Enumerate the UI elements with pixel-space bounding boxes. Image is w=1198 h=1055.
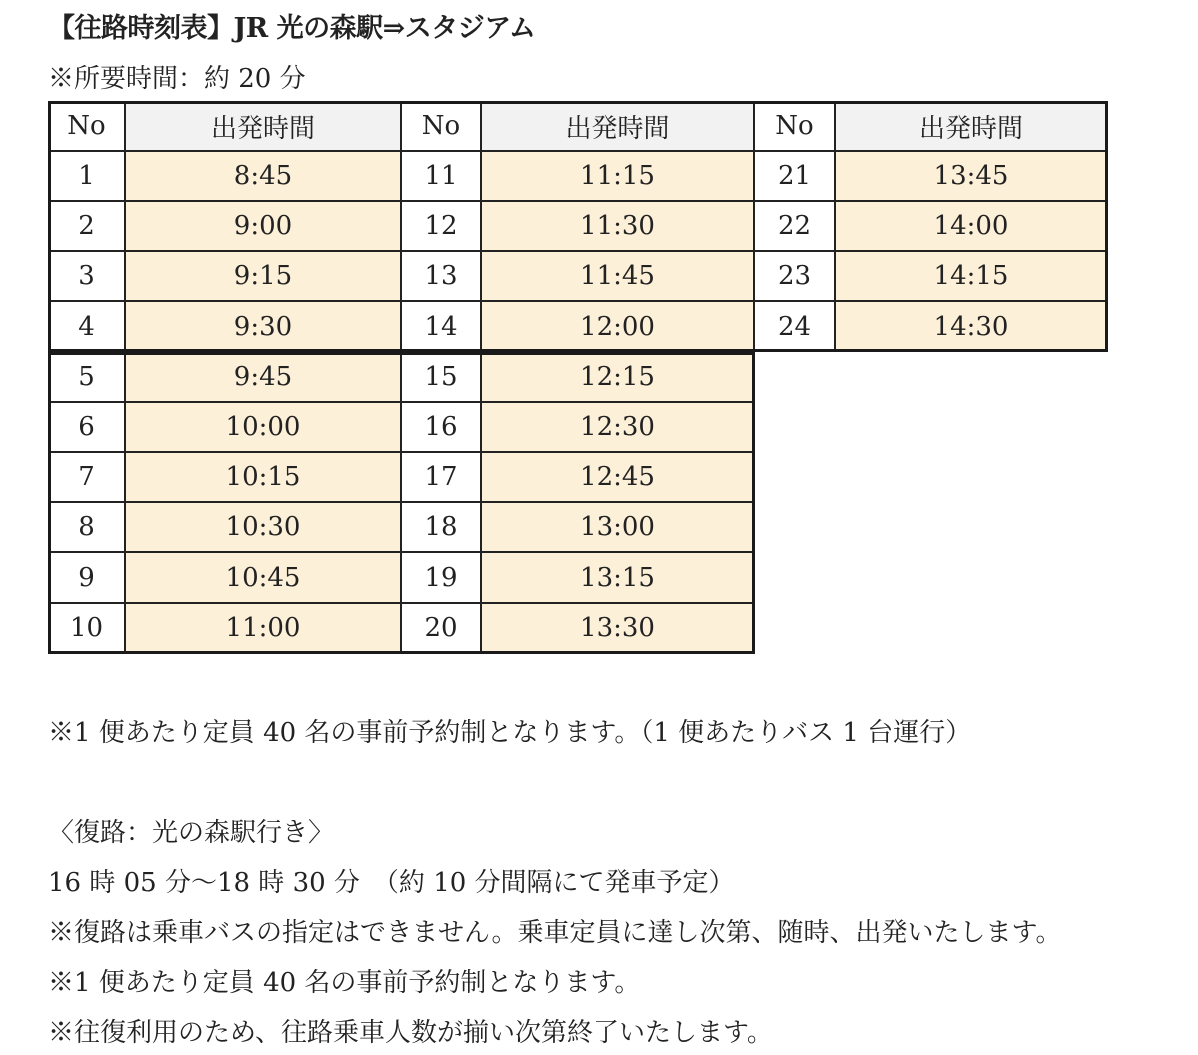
trip-number-cell: 11: [401, 151, 481, 201]
trip-number-cell: 22: [754, 201, 835, 251]
trip-number-cell: 17: [401, 452, 481, 502]
capacity-note: ※1 便あたり定員 40 名の事前予約制となります。（1 便あたりバス 1 台運行）: [48, 718, 972, 748]
round-trip-note: ※往復利用のため、往路乗車人数が揃い次第終了いたします。: [48, 1018, 773, 1048]
page-title: 【往路時刻表】JR 光の森駅⇒スタジアム: [48, 13, 536, 44]
departure-time-cell: 8:45: [125, 151, 401, 201]
column-header-no: No: [48, 101, 125, 151]
trip-number-cell: 14: [401, 301, 481, 352]
departure-time-cell: 9:30: [125, 301, 401, 352]
trip-number-cell: 4: [48, 301, 125, 352]
column-header-no: No: [401, 101, 481, 151]
column-header-departure: 出発時間: [835, 101, 1107, 151]
travel-duration: ※所要時間：約 20 分: [48, 64, 306, 94]
trip-number-cell: 1: [48, 151, 125, 201]
departure-time-cell: 13:15: [481, 552, 754, 603]
departure-time-cell: 12:15: [481, 352, 754, 402]
return-no-reservation-note: ※復路は乗車バスの指定はできません。乗車定員に達し次第、随時、出発いたします。: [48, 918, 1062, 948]
departure-time-cell: 14:00: [835, 201, 1107, 251]
trip-number-cell: 15: [401, 352, 481, 402]
departure-time-cell: 10:00: [125, 402, 401, 452]
departure-time-cell: 11:00: [125, 603, 401, 653]
trip-number-cell: 8: [48, 502, 125, 552]
departure-time-cell: 11:15: [481, 151, 754, 201]
departure-time-cell: 12:30: [481, 402, 754, 452]
departure-time-cell: 10:15: [125, 452, 401, 502]
departure-time-cell: 10:30: [125, 502, 401, 552]
column-header-departure: 出発時間: [125, 101, 401, 151]
departure-time-cell: 13:45: [835, 151, 1107, 201]
trip-number-cell: 10: [48, 603, 125, 653]
return-schedule: 16 時 05 分～18 時 30 分 （約 10 分間隔にて発車予定）: [48, 868, 735, 898]
departure-time-cell: 14:30: [835, 301, 1107, 352]
trip-number-cell: 12: [401, 201, 481, 251]
departure-time-cell: 9:00: [125, 201, 401, 251]
trip-number-cell: 20: [401, 603, 481, 653]
return-heading: 〈復路：光の森駅行き〉: [48, 818, 335, 848]
departure-time-cell: 11:45: [481, 251, 754, 301]
departure-time-cell: 12:00: [481, 301, 754, 352]
trip-number-cell: 7: [48, 452, 125, 502]
trip-number-cell: 9: [48, 552, 125, 603]
departure-time-cell: 9:45: [125, 352, 401, 402]
departure-time-cell: 9:15: [125, 251, 401, 301]
return-capacity-note: ※1 便あたり定員 40 名の事前予約制となります。: [48, 968, 641, 998]
departure-time-cell: 10:45: [125, 552, 401, 603]
departure-time-cell: 13:00: [481, 502, 754, 552]
trip-number-cell: 24: [754, 301, 835, 352]
trip-number-cell: 6: [48, 402, 125, 452]
trip-number-cell: 18: [401, 502, 481, 552]
departure-time-cell: 11:30: [481, 201, 754, 251]
departure-time-cell: 13:30: [481, 603, 754, 653]
departure-time-cell: 14:15: [835, 251, 1107, 301]
trip-number-cell: 21: [754, 151, 835, 201]
trip-number-cell: 13: [401, 251, 481, 301]
trip-number-cell: 5: [48, 352, 125, 402]
trip-number-cell: 23: [754, 251, 835, 301]
departure-time-cell: 12:45: [481, 452, 754, 502]
trip-number-cell: 2: [48, 201, 125, 251]
column-header-departure: 出発時間: [481, 101, 754, 151]
trip-number-cell: 19: [401, 552, 481, 603]
column-header-no: No: [754, 101, 835, 151]
trip-number-cell: 3: [48, 251, 125, 301]
trip-number-cell: 16: [401, 402, 481, 452]
